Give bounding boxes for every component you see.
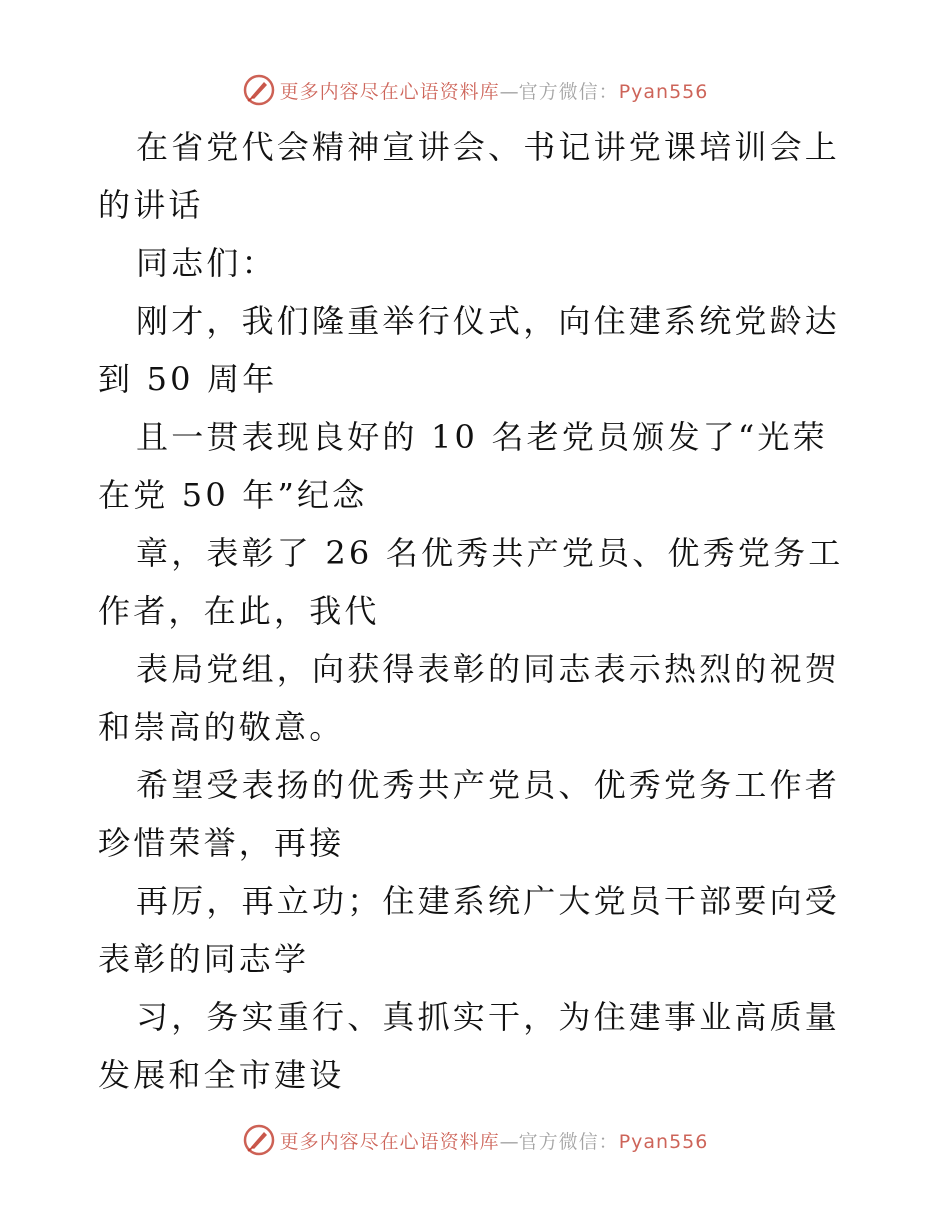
paragraph: 习，务实重行、真抓实干，为住建事业高质量发展和全市建设: [98, 998, 841, 1094]
watermark-wechat-id: Pyan556: [618, 1130, 709, 1153]
salutation: 同志们：: [136, 244, 277, 282]
footer-watermark: [0, 1120, 950, 1160]
paragraph: 刚才，我们隆重举行仪式，向住建系统党龄达到 50 周年: [98, 302, 841, 398]
paragraph: 再厉，再立功；住建系统广大党员干部要向受表彰的同志学: [98, 882, 841, 978]
document-title: 在省党代会精神宣讲会、书记讲党课培训会上的讲话: [98, 128, 841, 224]
header-watermark: [0, 70, 950, 110]
watermark-text: [280, 77, 709, 104]
quill-circle-logo-icon: [242, 73, 276, 107]
paragraph: 章，表彰了 26 名优秀共产党员、优秀党务工作者，在此，我代: [98, 534, 844, 630]
document-body: [98, 118, 858, 1104]
quill-circle-logo-icon: [242, 1123, 276, 1157]
watermark-site-text: 更多内容尽在心语资料库: [279, 80, 500, 103]
paragraph: 希望受表扬的优秀共产党员、优秀党务工作者珍惜荣誉，再接: [98, 766, 841, 862]
watermark-separator: —: [499, 1130, 519, 1153]
watermark-wechat-label: 官方微信：: [518, 1130, 619, 1153]
watermark-text: [280, 1127, 709, 1154]
watermark-site-text: 更多内容尽在心语资料库: [279, 1130, 500, 1153]
watermark-wechat-id: Pyan556: [618, 80, 709, 103]
watermark-separator: —: [499, 80, 519, 103]
paragraph: 且一贯表现良好的 10 名老党员颁发了“光荣在党 50 年”纪念: [98, 418, 828, 514]
paragraph: 表局党组，向获得表彰的同志表示热烈的祝贺和崇高的敬意。: [98, 650, 841, 746]
watermark-wechat-label: 官方微信：: [518, 80, 619, 103]
